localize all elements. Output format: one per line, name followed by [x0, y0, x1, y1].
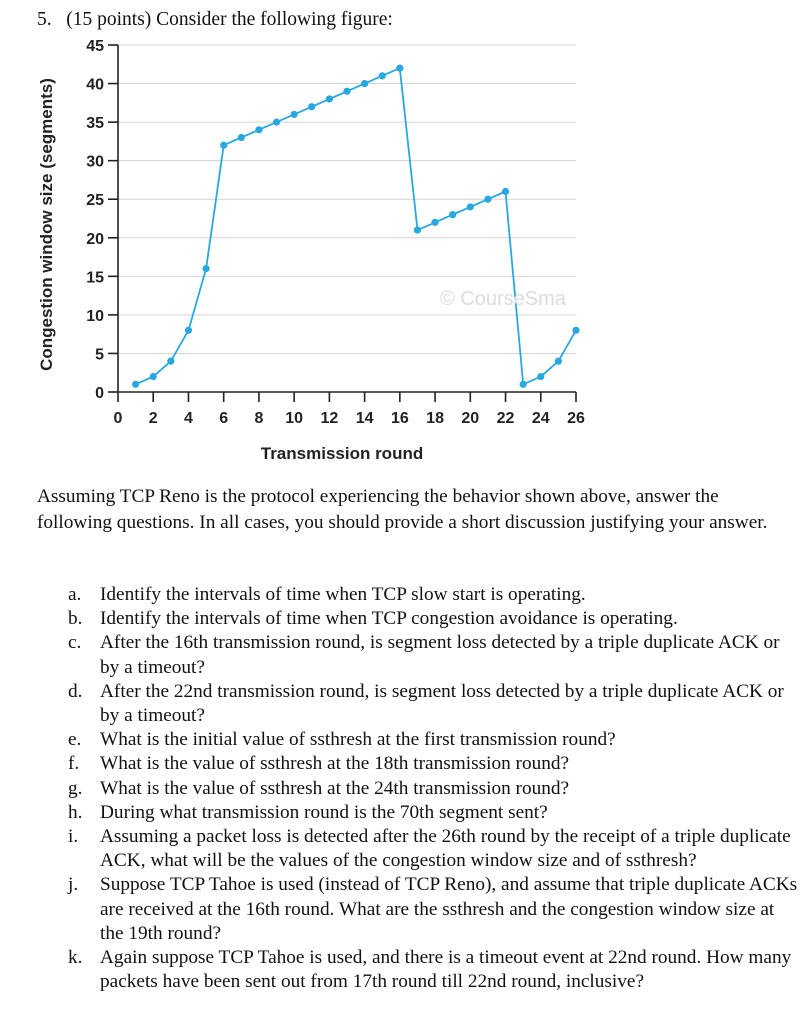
question-item-text: Identify the intervals of time when TCP congestion avoidance is operating. — [100, 608, 678, 630]
data-point — [238, 134, 245, 141]
congestion-window-chart — [0, 0, 803, 470]
question-item-label: f. — [68, 753, 80, 775]
question-item — [0, 583, 800, 607]
y-tick-label: 5 — [95, 346, 104, 364]
question-item — [0, 607, 800, 631]
x-tick-label: 20 — [461, 410, 480, 427]
question-item-text: After the 22nd transmission round, is segment loss detected by a triple duplicate ACK or by a timeout? — [100, 680, 784, 727]
y-tick-label: 15 — [86, 269, 104, 287]
question-item-label: a. — [68, 584, 82, 605]
y-tick-label: 40 — [86, 76, 104, 94]
x-tick-label: 6 — [219, 410, 229, 427]
x-tick-label: 16 — [390, 410, 409, 427]
x-tick-label: 2 — [148, 410, 158, 427]
data-point — [431, 219, 438, 226]
y-tick-label: 10 — [86, 307, 104, 325]
data-point — [555, 358, 562, 365]
data-point — [396, 65, 403, 72]
cwnd-series — [132, 65, 580, 388]
x-tick-label: 0 — [113, 410, 123, 427]
question-item-text: What is the value of ssthresh at the 24th transmission round? — [100, 777, 570, 799]
question-item-text: During what transmission round is the 70th segment sent? — [100, 801, 548, 823]
question-item-text: What is the value of ssthresh at the 18th transmission round? — [100, 753, 570, 775]
question-item — [0, 631, 800, 679]
question-item — [0, 752, 800, 776]
data-point — [449, 211, 456, 218]
question-item-text: Suppose TCP Tahoe is used (instead of TCP Reno), and assume that triple duplicate ACKs are received at the 16th round. What are the ssthresh and the congestion window size at the 19th round? — [100, 874, 798, 944]
data-point — [167, 358, 174, 365]
data-point — [132, 381, 139, 388]
question-item — [0, 825, 800, 873]
x-tick-label: 26 — [567, 410, 585, 427]
data-point — [343, 88, 350, 95]
question-item — [0, 801, 800, 825]
question-prompt: Consider the following figure: — [156, 9, 393, 30]
question-item-label: e. — [68, 729, 82, 751]
x-tick-label: 18 — [426, 410, 444, 427]
intro-paragraph: Assuming TCP Reno is the protocol experiencing the behavior shown above, answer the following questions. In all cases, you should provide a short discussion justifying your answer. — [37, 486, 768, 533]
question-item-label: g. — [68, 777, 83, 799]
question-points: (15 points) — [66, 9, 152, 30]
data-point — [255, 126, 262, 133]
question-number: 5. — [37, 9, 52, 30]
question-item-label: h. — [68, 801, 83, 823]
y-axis-title: Congestion window size (segments) — [37, 78, 56, 371]
x-tick-label: 12 — [320, 410, 339, 427]
y-tick-label: 20 — [86, 230, 104, 248]
x-tick-label: 8 — [254, 410, 264, 427]
cwnd-line — [136, 68, 576, 384]
axis-labels — [37, 38, 585, 463]
question-item — [0, 873, 800, 946]
x-axis-title: Transmission round — [260, 444, 424, 463]
data-point — [150, 373, 157, 380]
y-tick-label: 25 — [86, 192, 104, 210]
question-item — [0, 728, 800, 752]
data-point — [467, 203, 474, 210]
data-point — [273, 119, 280, 126]
x-tick-label: 24 — [531, 410, 550, 427]
data-point — [308, 103, 315, 110]
y-tick-label: 35 — [86, 115, 104, 133]
question-item-label: d. — [68, 680, 83, 702]
data-point — [220, 142, 227, 149]
question-item-label: j. — [68, 874, 79, 896]
data-point — [202, 265, 209, 272]
data-point — [484, 196, 491, 203]
question-item-label: i. — [68, 826, 79, 848]
data-point — [361, 80, 368, 87]
question-item-label: c. — [68, 632, 82, 654]
x-tick-label: 22 — [496, 410, 515, 427]
data-point — [326, 95, 333, 102]
question-item-label: b. — [68, 608, 83, 630]
y-tick-label: 45 — [86, 38, 104, 55]
question-item-text: What is the initial value of ssthresh at the first transmission round? — [100, 729, 616, 751]
question-item-label: k. — [68, 947, 83, 969]
question-item — [0, 777, 800, 801]
x-tick-label: 10 — [285, 410, 304, 427]
data-point — [537, 373, 544, 380]
data-point — [379, 72, 386, 79]
question-list — [0, 583, 803, 994]
y-tick-label: 0 — [95, 385, 104, 402]
data-point — [520, 381, 527, 388]
y-tick-label: 30 — [86, 153, 104, 171]
data-point — [291, 111, 298, 118]
data-point — [502, 188, 509, 195]
question-item-text: Identify the intervals of time when TCP slow start is operating. — [100, 584, 586, 605]
question-item — [0, 946, 800, 994]
question-item-text: After the 16th transmission round, is segment loss detected by a triple duplicate ACK or by a timeout? — [100, 632, 780, 678]
question-item-text: Again suppose TCP Tahoe is used, and there is a timeout event at 22nd round. How many packets have been sent out from 17th round till 22nd round, inclusive? — [100, 947, 792, 993]
x-tick-label: 14 — [355, 410, 374, 427]
watermark: © CourseSma — [440, 288, 566, 310]
question-item — [0, 680, 800, 728]
data-point — [185, 327, 192, 334]
data-point — [414, 226, 421, 233]
question-item-text: Assuming a packet loss is detected after the 26th round by the receipt of a triple duplicate ACK, what will be the values of the congestion window size and of ssthresh? — [100, 826, 791, 872]
x-tick-label: 4 — [184, 410, 193, 427]
data-point — [572, 327, 579, 334]
